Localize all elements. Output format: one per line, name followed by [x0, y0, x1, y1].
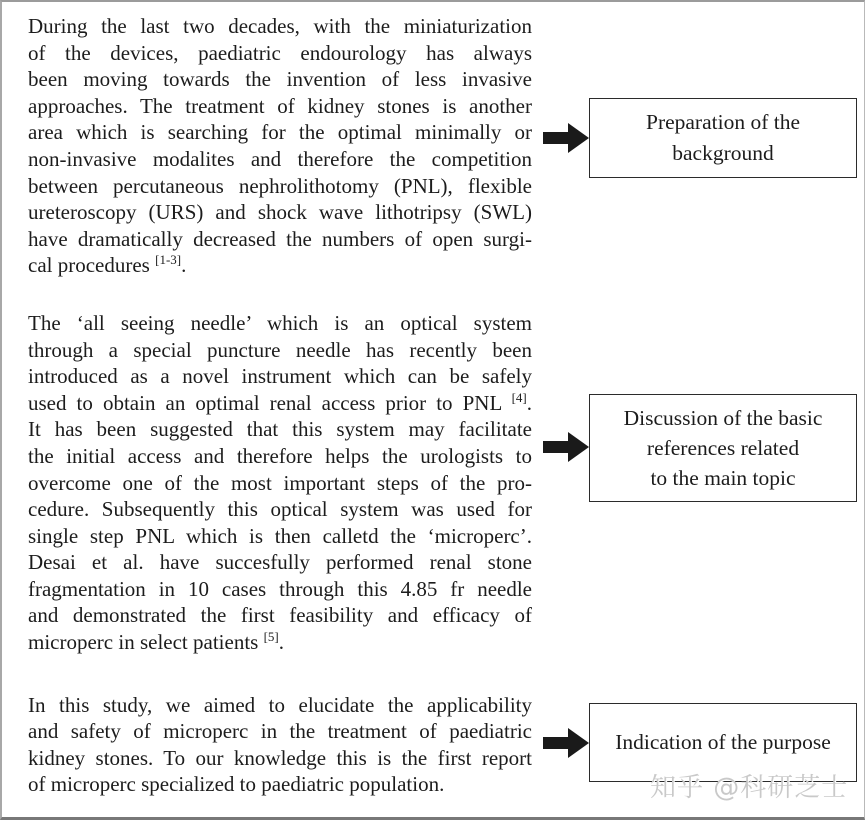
text-line: Discussion of the basic — [623, 406, 823, 430]
text-line: During the last two decades, with the miniaturization — [28, 14, 532, 38]
text-line: approaches. The treatment of kidney stones is another — [28, 93, 532, 118]
text-line: In this study, we aimed to elucidate the applicability — [28, 692, 532, 717]
right-arrow-icon — [543, 432, 589, 462]
right-arrow-icon — [543, 728, 589, 758]
paragraph-references — [28, 310, 532, 656]
text-line: microperc in select patients [5]. — [28, 629, 284, 655]
text-line: kidney stones. To our knowledge this is the first report — [28, 745, 532, 770]
right-arrow-icon — [543, 123, 589, 153]
annotation-box-preparation-of-background — [589, 98, 857, 178]
text-line: the initial access and therefore helps the urologists to — [28, 443, 532, 468]
text-line: It has been suggested that this system may facilitate — [28, 417, 532, 442]
text-line: to the main topic — [650, 466, 796, 490]
text-line: overcome one of the most important steps of the pro- — [28, 470, 532, 495]
paragraph-background — [28, 13, 532, 279]
text-line: Desai et al. have succesfully performed renal stone — [28, 550, 532, 575]
text-line: references related — [646, 436, 800, 460]
text-line: fragmentation in 10 cases through this 4.85 fr needle — [28, 576, 532, 601]
text-line: of microperc specialized to paediatric population. — [28, 772, 445, 797]
paragraph-purpose — [28, 692, 532, 798]
text-line: of the devices, paediatric endourology has always — [28, 40, 532, 65]
text-line: used to obtain an optimal renal access prior to PNL [4]. — [28, 389, 532, 415]
text-line: through a special puncture needle has recently been — [28, 337, 532, 362]
text-line: non-invasive modalites and therefore the competition — [28, 146, 532, 171]
text-line: cal procedures [1-3]. — [28, 252, 187, 278]
text-line: area which is searching for the optimal minimally or — [28, 120, 532, 145]
text-line: and demonstrated the first feasibility and efficacy of — [28, 603, 532, 628]
text-line: The ‘all seeing needle’ which is an optical system — [28, 310, 532, 335]
text-line: single step PNL which is then calletd the ‘microperc’. — [28, 523, 532, 548]
text-line: background — [672, 141, 774, 165]
annotation-box-discussion-of-references — [589, 394, 857, 502]
text-line: Indication of the purpose — [615, 730, 831, 754]
introduction-text — [28, 13, 532, 798]
text-line: between percutaneous nephrolithotomy (PNL), flexible — [28, 173, 532, 198]
text-line: cedure. Subsequently this optical system was used for — [28, 497, 532, 522]
text-line: and safety of microperc in the treatment of paediatric — [28, 719, 532, 744]
text-line: have dramatically decreased the numbers of open surgi- — [28, 226, 532, 251]
text-line: been moving towards the invention of less invasive — [28, 67, 532, 92]
zhihu-watermark: 知乎 @科研芝士 — [650, 773, 849, 803]
text-line: Preparation of the — [645, 110, 801, 134]
text-line: introduced as a novel instrument which can be safely — [28, 364, 532, 389]
text-line: ureteroscopy (URS) and shock wave lithotripsy (SWL) — [28, 200, 532, 225]
